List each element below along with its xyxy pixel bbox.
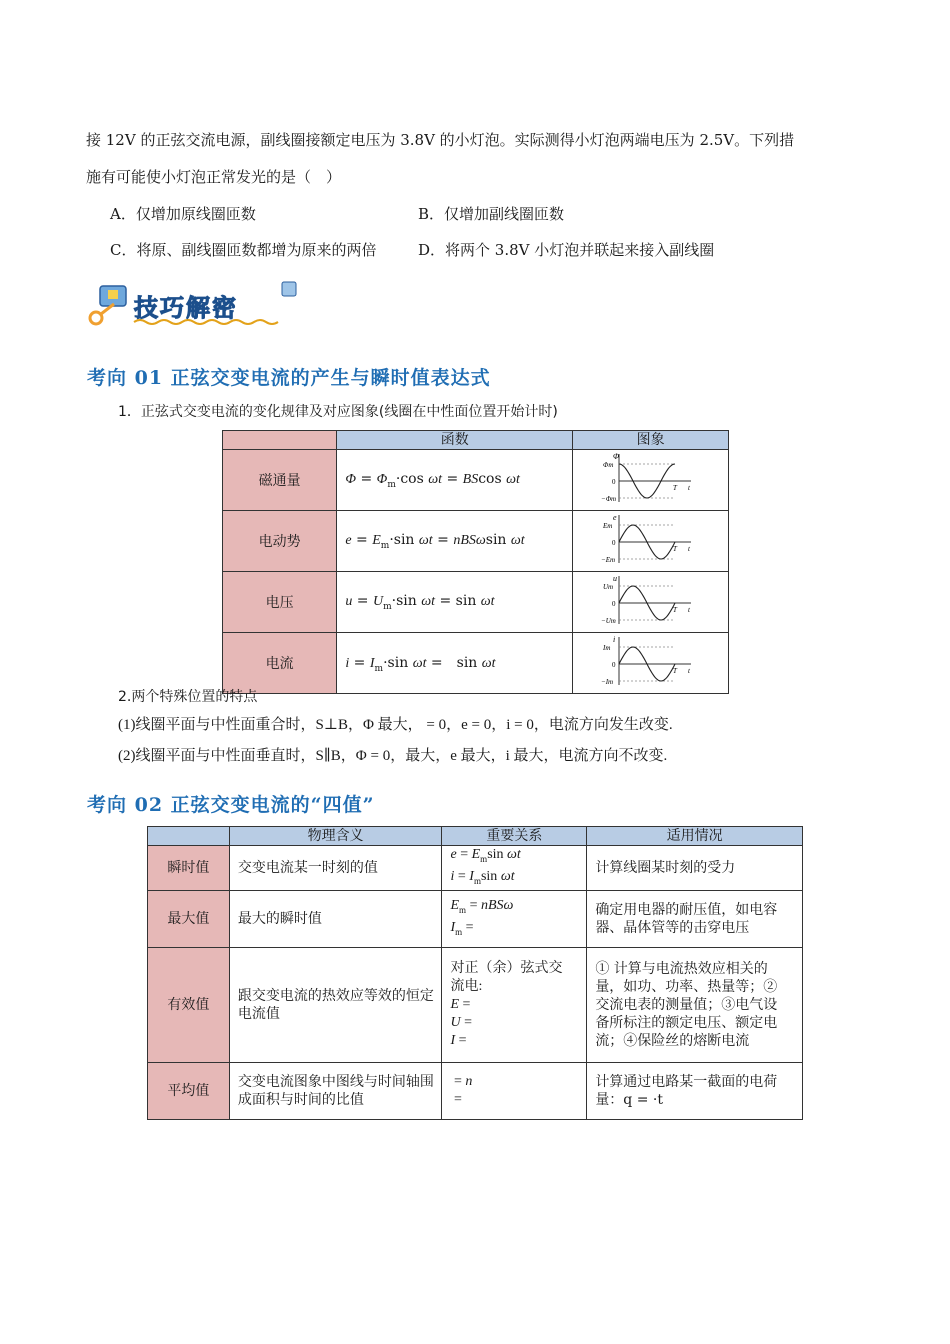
- section-1-item-2: 2.两个特殊位置的特点: [118, 689, 258, 705]
- section-1-title: 考向 01 正弦交变电流的产生与瞬时值表达式: [87, 367, 491, 389]
- formula-flux: $\Phi = \Phi_m\cdot\cos$ ωt = BScos ωt: [337, 450, 573, 511]
- table-row: [148, 890, 803, 947]
- four-values-table: [147, 826, 803, 1120]
- table-row: [148, 846, 803, 891]
- row-usage: 计算线圈某时刻的受力: [587, 846, 803, 891]
- graph-min-label: −Φm: [601, 495, 617, 503]
- row-label: 磁通量: [223, 450, 337, 511]
- graph-time-label: t: [688, 484, 691, 492]
- graph-cell: [573, 450, 729, 511]
- formula-emf: $e = E_m\cdot\sin$ ωt = nBSωsin ωt: [337, 511, 573, 572]
- table-header-row: [223, 431, 729, 450]
- header-blank: [148, 827, 230, 846]
- banner-title: 技巧解密: [134, 294, 238, 322]
- row-name: 平均值: [148, 1062, 230, 1119]
- question-line-2: 施有可能使小灯泡正常发光的是（ ）: [86, 168, 342, 186]
- header-relation: 重要关系: [442, 827, 587, 846]
- option-d: D．将两个 3.8V 小灯泡并联起来接入副线圈: [418, 241, 715, 259]
- graph-period-label: T: [673, 606, 678, 614]
- graph-origin-label: 0: [612, 600, 616, 608]
- graph-quantity-label: Φ: [613, 452, 620, 461]
- section-1-item-1: 1．正弦式交变电流的变化规律及对应图象(线圈在中性面位置开始计时): [118, 404, 558, 420]
- header-meaning: 物理含义: [229, 827, 442, 846]
- question-line-1: 接 12V 的正弦交流电源，副线圈接额定电压为 3.8V 的小灯泡。实际测得小灯泡两端电压为 2.5V。下列措: [86, 131, 795, 149]
- graph-cell: [573, 511, 729, 572]
- graph-cell: [573, 633, 729, 694]
- row-relation: $e = E_m\sin$ ωt $i = I_m\sin$ ωt: [442, 846, 587, 891]
- graph-origin-label: 0: [612, 661, 616, 669]
- graph-quantity-label: u: [613, 574, 618, 583]
- header-usage: 适用情况: [587, 827, 803, 846]
- row-meaning: 交变电流某一时刻的值: [229, 846, 442, 891]
- row-usage: ① 计算与电流热效应相关的量，如功、功率、热量等；②交流电表的测量值；③电气设备所标注的额定电压、额定电流；④保险丝的熔断电流: [587, 947, 803, 1062]
- table-row: [223, 572, 729, 633]
- section-2-title: 考向 02 正弦交变电流的“四值”: [87, 794, 375, 816]
- graph-origin-label: 0: [612, 539, 616, 547]
- header-graph: 图象: [573, 431, 729, 450]
- graph-min-label: −Im: [601, 678, 614, 686]
- graph-max-label: Um: [603, 583, 614, 591]
- graph-quantity-label: e: [613, 513, 617, 522]
- graph-time-label: t: [688, 667, 691, 675]
- formula-voltage: $u = U_m\cdot\sin$ ωt = sin ωt: [337, 572, 573, 633]
- table-row: [223, 511, 729, 572]
- waveform-table: [222, 430, 729, 694]
- row-relation: 对正（余）弦式交流电: E = U = I =: [442, 947, 587, 1062]
- row-label: 电动势: [223, 511, 337, 572]
- row-meaning: 交变电流图象中图线与时间轴围成面积与时间的比值: [229, 1062, 442, 1119]
- graph-flux: [573, 450, 697, 506]
- graph-time-label: t: [688, 545, 691, 553]
- row-meaning: 跟交变电流的热效应等效的恒定电流值: [229, 947, 442, 1062]
- graph-time-label: t: [688, 606, 691, 614]
- row-name: 有效值: [148, 947, 230, 1062]
- option-a: A．仅增加原线圈匝数: [110, 205, 256, 223]
- header-blank: [223, 431, 337, 450]
- row-relation: $E_m = nBS\omega$ $I_m$ =: [442, 890, 587, 947]
- option-c: C．将原、副线圈匝数都增为原来的两倍: [110, 241, 377, 259]
- graph-voltage: [573, 572, 697, 628]
- point-2: (2)线圈平面与中性面垂直时，S∥B，Φ = 0，最大，e 最大，i 最大，电流方向不改变.: [118, 748, 668, 764]
- table-row: [148, 1062, 803, 1119]
- table-row: [148, 947, 803, 1062]
- graph-period-label: T: [673, 545, 678, 553]
- graph-period-label: T: [673, 667, 678, 675]
- graph-period-label: T: [673, 484, 678, 492]
- graph-origin-label: 0: [612, 478, 616, 486]
- point-1: (1)线圈平面与中性面重合时，S⊥B，Φ 最大， = 0，e = 0，i = 0，电流方向发生改变.: [118, 717, 673, 733]
- graph-max-label: Em: [603, 522, 613, 530]
- graph-current: [573, 633, 697, 689]
- row-name: 最大值: [148, 890, 230, 947]
- graph-min-label: −Em: [601, 556, 616, 564]
- graph-max-label: Im: [603, 644, 611, 652]
- row-label: 电压: [223, 572, 337, 633]
- row-name: 瞬时值: [148, 846, 230, 891]
- graph-max-label: Φm: [603, 461, 614, 469]
- table-header-row: [148, 827, 803, 846]
- banner: [86, 280, 306, 330]
- row-usage: 确定用电器的耐压值，如电容器、晶体管等的击穿电压: [587, 890, 803, 947]
- row-label: 电流: [223, 633, 337, 694]
- header-function: 函数: [337, 431, 573, 450]
- table-row: [223, 450, 729, 511]
- formula-current: $i = I_m\cdot\sin$ ωt = sin ωt: [337, 633, 573, 694]
- table-row: [223, 633, 729, 694]
- option-b: B．仅增加副线圈匝数: [418, 205, 565, 223]
- graph-min-label: −Um: [601, 617, 617, 625]
- row-relation: = n =: [442, 1062, 587, 1119]
- graph-cell: [573, 572, 729, 633]
- row-meaning: 最大的瞬时值: [229, 890, 442, 947]
- graph-quantity-label: i: [613, 635, 616, 644]
- row-usage: 计算通过电路某一截面的电荷量：q = ·t: [587, 1062, 803, 1119]
- graph-emf: [573, 511, 697, 567]
